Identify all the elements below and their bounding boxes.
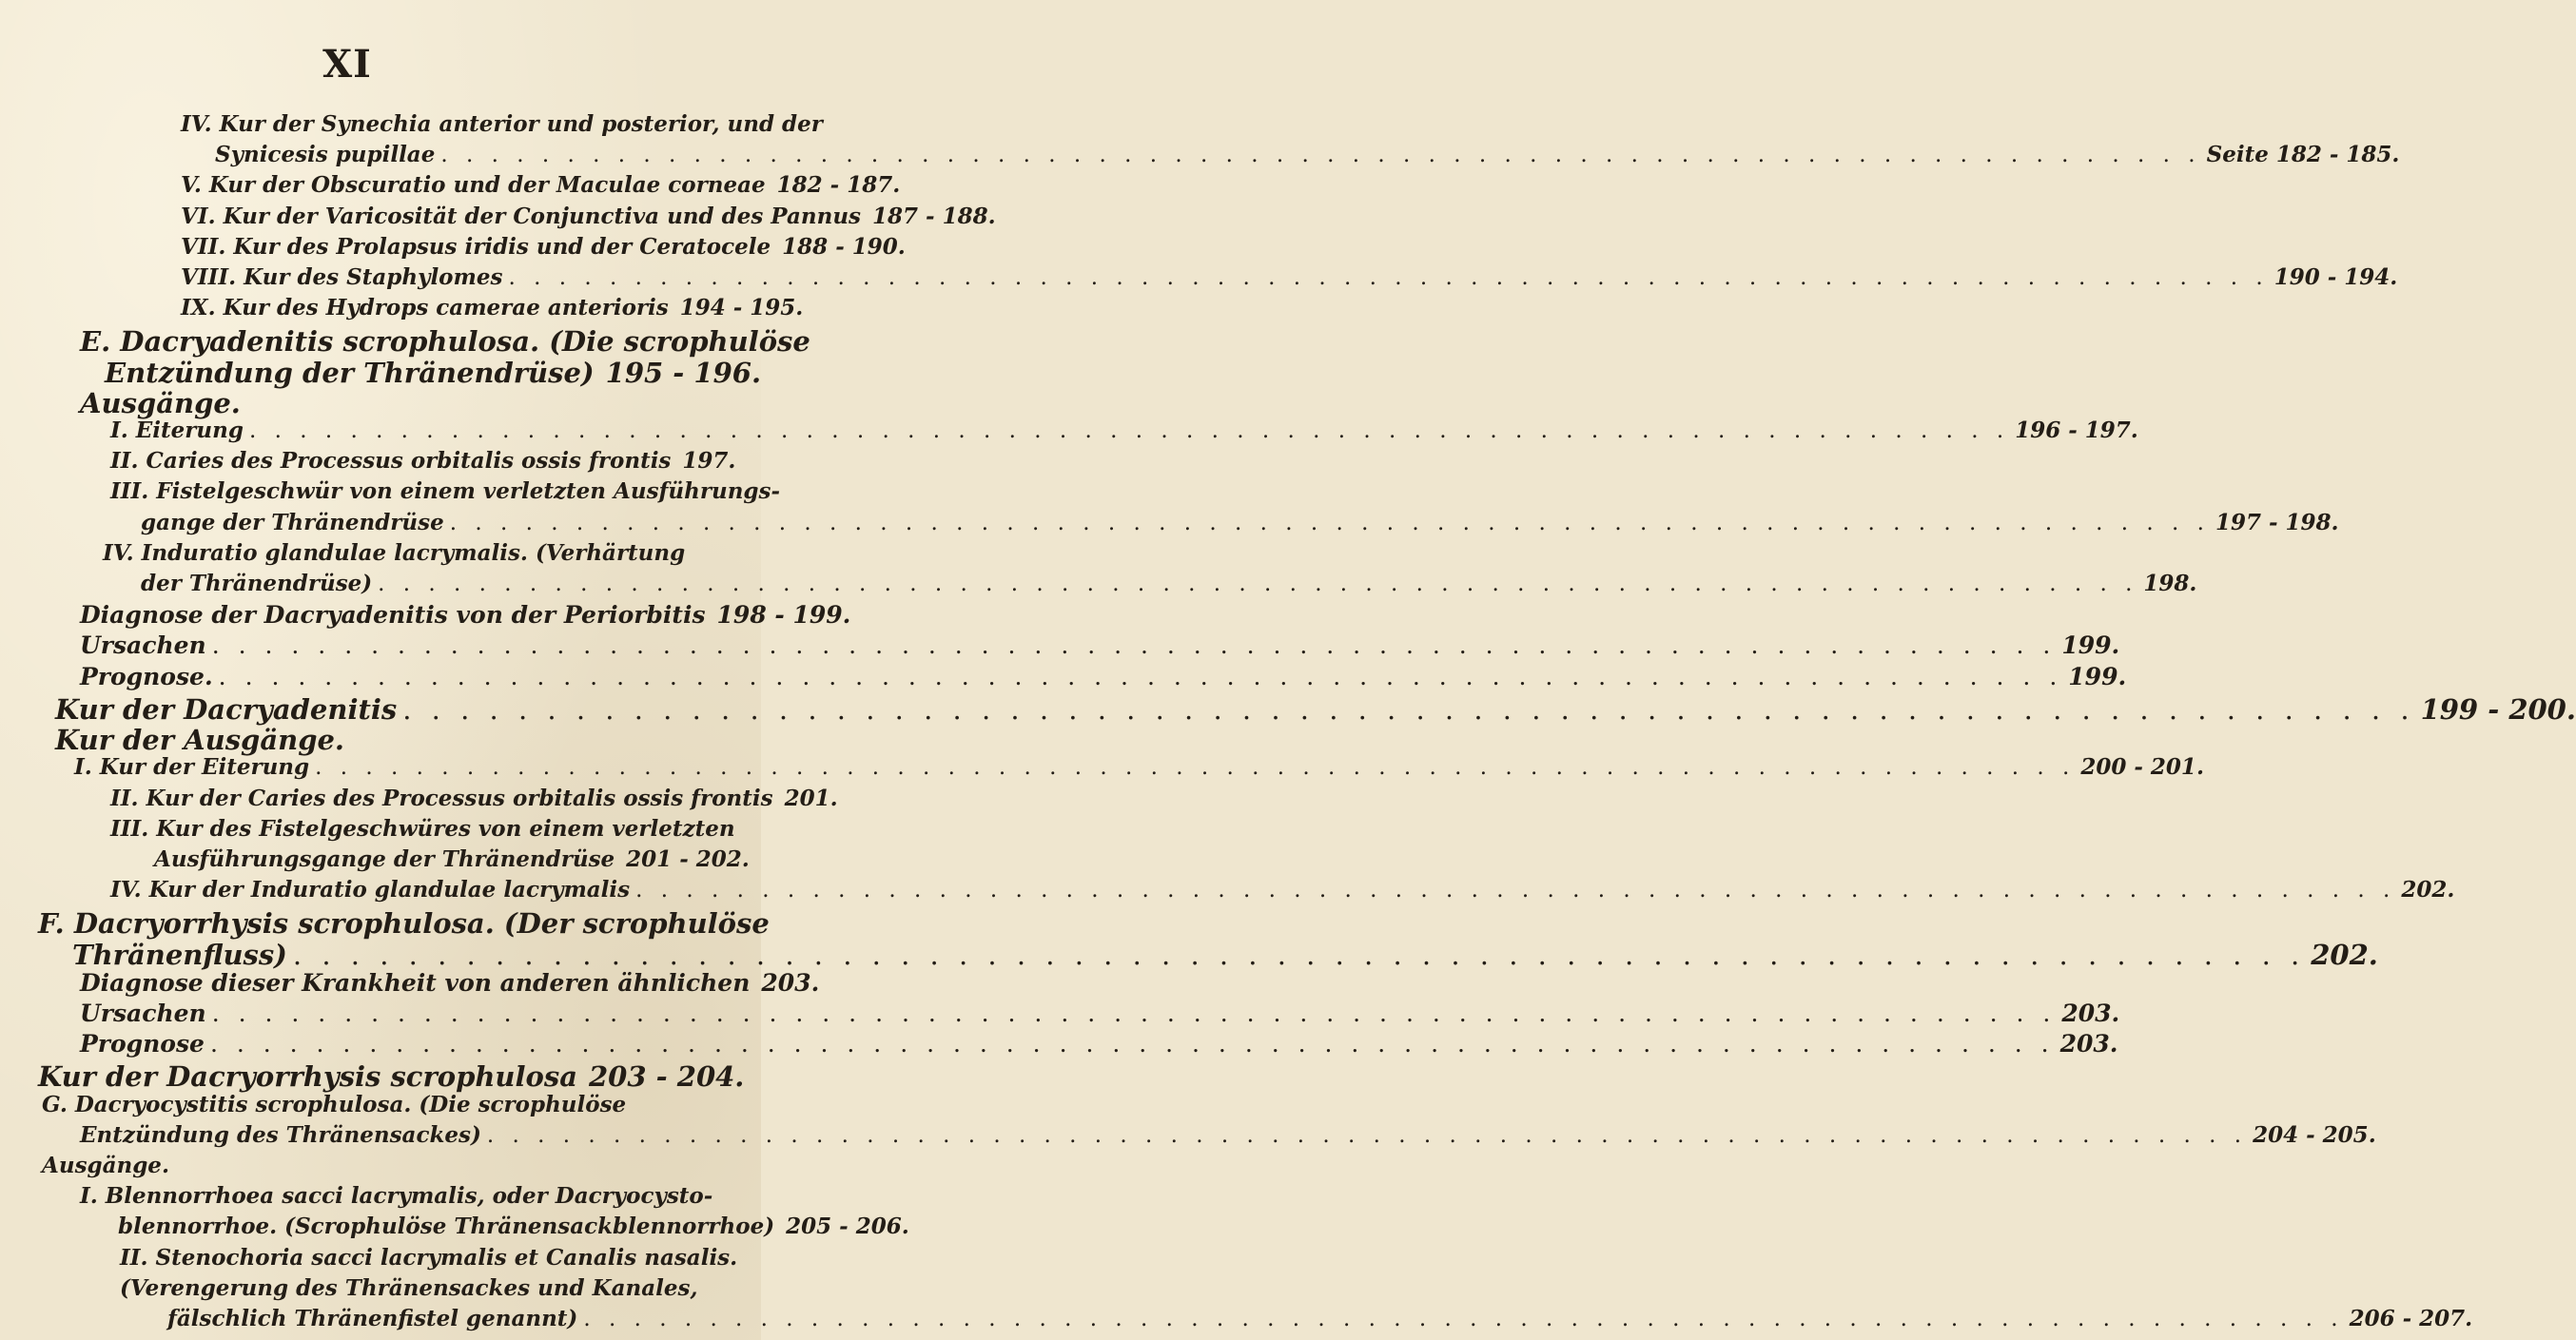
toc-entry-title: (Verengerung des Thränensackes und Kanales, bbox=[120, 1275, 698, 1301]
dot-leader bbox=[315, 755, 2075, 780]
toc-entry-title: IV. Induratio glandulae lacrymalis. (Verhärtung bbox=[103, 540, 686, 566]
toc-entry-vii-prolapsus bbox=[181, 234, 906, 260]
dot-leader bbox=[583, 1307, 2343, 1331]
toc-entry-vi-varicositaet bbox=[181, 204, 996, 229]
toc-entry-page-range: 202. bbox=[2311, 939, 2378, 971]
toc-entry-page-range: 188 - 190. bbox=[782, 234, 906, 260]
toc-entry-page-range: 197. bbox=[682, 448, 736, 474]
toc-entry-page-range: 187 - 188. bbox=[872, 204, 996, 229]
toc-entry-ix-hydrops bbox=[181, 295, 804, 320]
toc-entry-title: der Thränendrüse) bbox=[141, 571, 373, 596]
toc-entry-title: Kur der Dacryadenitis bbox=[55, 693, 398, 726]
toc-entry-title: IV. Kur der Induratio glandulae lacrymalis bbox=[110, 877, 631, 903]
toc-entry-title: V. Kur der Obscuratio und der Maculae corneae bbox=[181, 172, 766, 198]
dot-leader bbox=[210, 1030, 2055, 1058]
toc-entry-f-dacryorrhysis-2 bbox=[72, 939, 2378, 971]
dot-leader bbox=[212, 631, 2057, 659]
dot-leader bbox=[249, 418, 2009, 443]
toc-entry-title: blennorrhoe. (Scrophulöse Thränensackblennorrhoe) bbox=[118, 1214, 775, 1239]
toc-entry-g-ii-stenochoria-3 bbox=[167, 1306, 2473, 1331]
toc-entry-page-range: 201 - 202. bbox=[626, 846, 750, 872]
toc-entry-e-dacryadenitis-1 bbox=[80, 325, 810, 358]
toc-entry-title: VI. Kur der Varicosität der Conjunctiva und des Pannus bbox=[181, 204, 861, 229]
toc-entry-page-range: 194 - 195. bbox=[679, 295, 804, 320]
toc-entry-page-range: 201. bbox=[784, 786, 838, 811]
toc-entry-title: Entzündung der Thränendrüse) bbox=[105, 357, 595, 389]
toc-entry-f-ursachen bbox=[80, 1000, 2120, 1027]
toc-entry-viii-staphylom bbox=[181, 264, 2398, 290]
toc-entry-title: IX. Kur des Hydrops camerae anterioris bbox=[181, 295, 669, 320]
toc-entry-page-range: 198 - 199. bbox=[716, 601, 851, 629]
toc-entry-g-ausgaenge bbox=[42, 1153, 728, 1178]
toc-entry-page-range: 199. bbox=[2068, 663, 2127, 690]
toc-entry-title: Ursachen bbox=[80, 1000, 206, 1027]
toc-entry-page-range: 190 - 194. bbox=[2274, 264, 2398, 290]
toc-entry-e-iv-induratio-1 bbox=[103, 540, 728, 566]
toc-entry-title: Diagnose dieser Krankheit von anderen ähnlichen bbox=[80, 969, 751, 997]
toc-entry-page-range: 203 - 204. bbox=[589, 1060, 745, 1093]
toc-entry-page-range: 203. bbox=[2059, 1030, 2118, 1058]
toc-entry-e-kur bbox=[55, 693, 2576, 726]
toc-entry-iv-synechia-2 bbox=[215, 142, 2400, 167]
toc-entry-title: Entzündung des Thränensackes) bbox=[80, 1122, 481, 1148]
toc-entry-title: Ausgänge. bbox=[80, 387, 241, 419]
toc-entry-g-dacryocystitis-2 bbox=[80, 1122, 2376, 1148]
toc-entry-page-range: 203. bbox=[761, 969, 820, 997]
toc-entry-e-iii-fistel-1 bbox=[110, 478, 780, 504]
toc-entry-g-dacryocystitis-1 bbox=[42, 1092, 728, 1117]
toc-entry-title: II. Caries des Processus orbitalis ossis frontis bbox=[110, 448, 672, 474]
toc-entry-g-ii-stenochoria-1 bbox=[120, 1245, 738, 1271]
toc-entry-e-kur-iv bbox=[110, 877, 2455, 903]
toc-entry-title: Kur der Ausgänge. bbox=[55, 724, 345, 756]
toc-entry-page-range: 199. bbox=[2061, 631, 2120, 659]
toc-entry-page-range: 197 - 198. bbox=[2215, 510, 2339, 535]
toc-entry-title: Ausführungsgange der Thränendrüse bbox=[154, 846, 615, 872]
toc-entry-e-ursachen bbox=[80, 631, 2120, 659]
toc-entry-title: E. Dacryadenitis scrophulosa. (Die scrophulöse bbox=[80, 325, 810, 358]
toc-entry-page-range: 200 - 201. bbox=[2080, 754, 2204, 780]
toc-entry-title: I. Blennorrhoea sacci lacrymalis, oder Dacryocysto- bbox=[80, 1183, 713, 1209]
toc-entry-title: gange der Thränendrüse bbox=[141, 510, 444, 535]
toc-entry-e-kur-ausgaenge bbox=[55, 724, 728, 756]
toc-entry-title: Ausgänge. bbox=[42, 1153, 169, 1178]
toc-entry-title: II. Kur der Caries des Processus orbitalis ossis frontis bbox=[110, 786, 773, 811]
toc-entry-page-range: 195 - 196. bbox=[605, 357, 762, 389]
toc-entry-e-diagnose bbox=[80, 601, 851, 629]
dot-leader bbox=[219, 663, 2063, 690]
toc-entry-title: VII. Kur des Prolapsus iridis und der Ceratocele bbox=[181, 234, 771, 260]
toc-entry-title: III. Kur des Fistelgeschwüres von einem verletzten bbox=[110, 816, 735, 842]
toc-entry-title: I. Eiterung bbox=[110, 418, 244, 443]
toc-entry-page-range: 198. bbox=[2143, 571, 2197, 596]
toc-entry-iv-synechia-1 bbox=[181, 111, 823, 137]
dot-leader bbox=[440, 143, 2200, 167]
toc-entry-page-range: Seite 182 - 185. bbox=[2206, 142, 2400, 167]
toc-entry-title: G. Dacryocystitis scrophulosa. (Die scrophulöse bbox=[42, 1092, 627, 1117]
toc-entry-title: Prognose bbox=[80, 1030, 205, 1058]
toc-entry-title: II. Stenochoria sacci lacrymalis et Canalis nasalis. bbox=[120, 1245, 738, 1271]
page-number: XI bbox=[322, 42, 372, 87]
toc-entry-page-range: 182 - 187. bbox=[776, 172, 901, 198]
toc-entry-e-iv-induratio-2 bbox=[141, 571, 2197, 596]
toc-entry-title: III. Fistelgeschwür von einem verletzten Ausführungs- bbox=[110, 478, 780, 504]
toc-entry-f-dacryorrhysis-1 bbox=[38, 907, 770, 940]
dot-leader bbox=[212, 1000, 2057, 1027]
dot-leader bbox=[487, 1123, 2247, 1148]
toc-entry-e-kur-iii-1 bbox=[110, 816, 735, 842]
toc-entry-e-prognose bbox=[80, 663, 2127, 690]
dot-leader bbox=[635, 878, 2395, 903]
toc-entry-e-kur-ii bbox=[110, 786, 838, 811]
toc-entry-e-ausgaenge bbox=[80, 387, 728, 419]
toc-entry-e-kur-iii-2 bbox=[154, 846, 750, 872]
toc-entry-g-i-blennorrhoea-1 bbox=[80, 1183, 728, 1209]
dot-leader bbox=[293, 939, 2305, 971]
dot-leader bbox=[450, 511, 2210, 535]
toc-entry-g-i-blennorrhoea-2 bbox=[118, 1214, 909, 1239]
toc-entry-v-obscuratio bbox=[181, 172, 901, 198]
toc-entry-title: Kur der Dacryorrhysis scrophulosa bbox=[38, 1060, 577, 1093]
dot-leader bbox=[402, 693, 2414, 726]
toc-entry-page-range: 199 - 200. bbox=[2420, 693, 2576, 726]
toc-entry-title: fälschlich Thränenfistel genannt) bbox=[167, 1306, 578, 1331]
toc-entry-e-i-eiterung bbox=[110, 418, 2138, 443]
toc-entry-page-range: 204 - 205. bbox=[2253, 1122, 2376, 1148]
toc-entry-title: IV. Kur der Synechia anterior und posterior, und der bbox=[181, 111, 823, 137]
toc-entry-page-range: 203. bbox=[2061, 1000, 2120, 1027]
toc-entry-title: F. Dacryorrhysis scrophulosa. (Der scrophulöse bbox=[38, 907, 770, 940]
toc-entry-e-kur-i bbox=[74, 754, 2204, 780]
toc-entry-title: Thränenfluss) bbox=[72, 939, 287, 971]
toc-entry-title: Synicesis pupillae bbox=[215, 142, 436, 167]
toc-entry-e-iii-fistel-2 bbox=[141, 510, 2339, 535]
toc-entry-g-ii-stenochoria-2 bbox=[120, 1275, 728, 1301]
dot-leader bbox=[508, 265, 2268, 290]
toc-entry-page-range: 202. bbox=[2401, 877, 2455, 903]
toc-entry-title: Ursachen bbox=[80, 631, 206, 659]
toc-entry-page-range: 205 - 206. bbox=[786, 1214, 909, 1239]
toc-entry-e-dacryadenitis-2 bbox=[105, 357, 762, 389]
toc-entry-f-prognose bbox=[80, 1030, 2118, 1058]
toc-entry-title: Prognose. bbox=[80, 663, 213, 690]
toc-entry-title: Diagnose der Dacryadenitis von der Periorbitis bbox=[80, 601, 706, 629]
toc-entry-page-range: 206 - 207. bbox=[2349, 1306, 2473, 1331]
toc-entry-title: VIII. Kur des Staphylomes bbox=[181, 264, 503, 290]
toc-entry-page-range: 196 - 197. bbox=[2015, 418, 2138, 443]
toc-entry-f-diagnose bbox=[80, 969, 820, 997]
toc-entry-f-kur bbox=[38, 1060, 745, 1093]
dot-leader bbox=[378, 572, 2137, 596]
toc-entry-title: I. Kur der Eiterung bbox=[74, 754, 310, 780]
toc-entry-e-ii-caries bbox=[110, 448, 736, 474]
